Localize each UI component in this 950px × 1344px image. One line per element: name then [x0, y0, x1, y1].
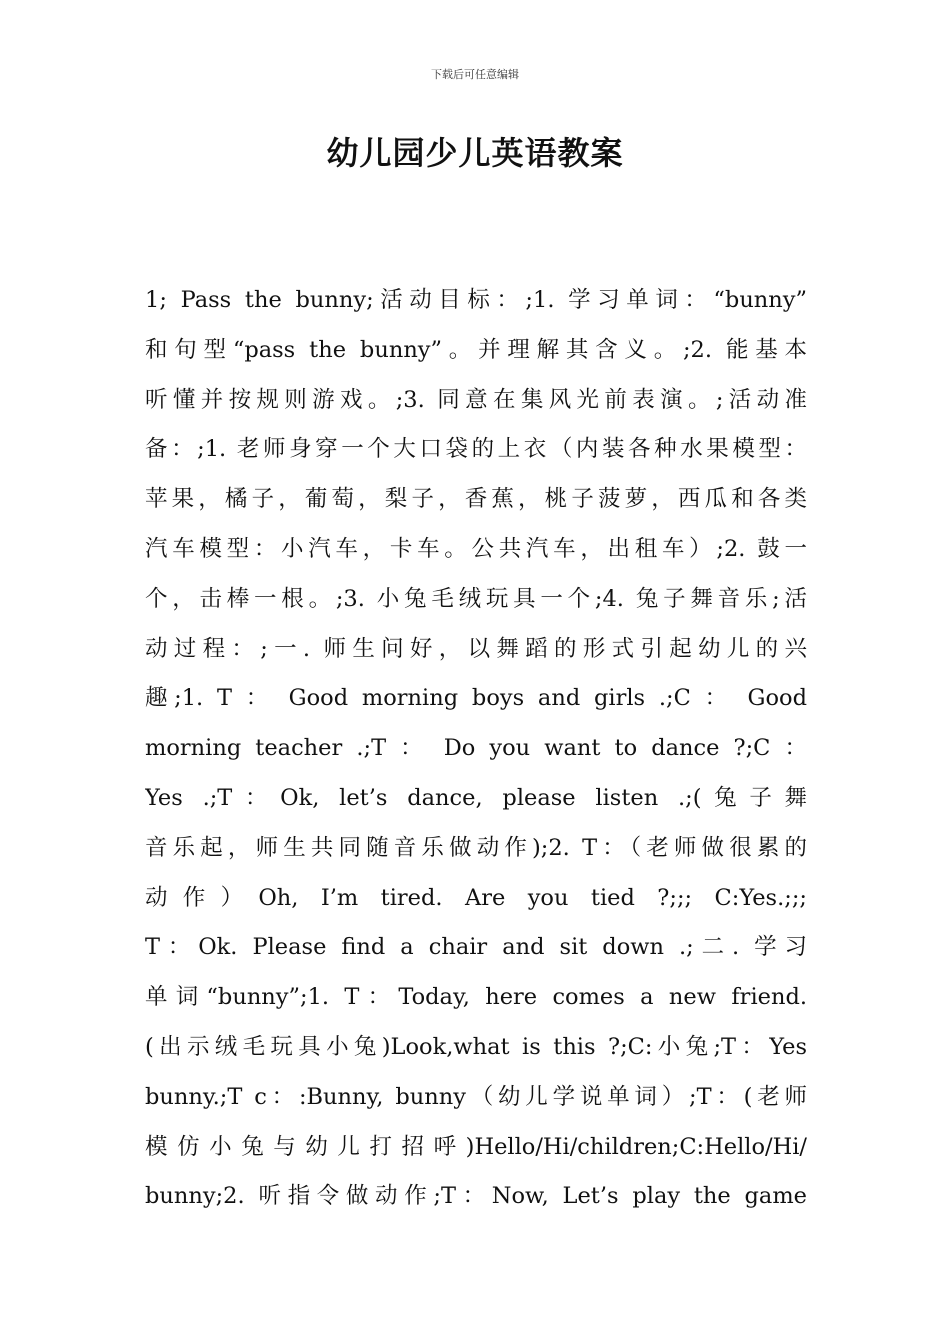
page-header-note: 下载后可任意编辑 — [431, 68, 519, 81]
body-line-6: 汽车模型：小汽车，卡车。公共汽车，出租车）;2. 鼓一 — [145, 535, 807, 562]
body-line-15: 单词“bunny”;1. T：Today, here comes a new friend. — [145, 984, 807, 1011]
body-line-8: 动过程：;一. 师生问好，以舞蹈的形式引起幼儿的兴 — [145, 635, 807, 662]
body-line-18: 模仿小兔与幼儿打招呼)Hello/Hi/children;C:Hello/Hi/ — [145, 1133, 807, 1160]
body-line-14: T：Ok. Please find a chair and sit down .;二. 学习 — [145, 934, 807, 961]
body-line-12: 音乐起，师生共同随音乐做动作);2. T：（老师做很累的 — [145, 834, 807, 861]
body-line-11: Yes .;T：Ok, let’s dance, please listen .;(兔子舞 — [145, 784, 807, 811]
body-line-1: 1; Pass the bunny;活动目标：;1. 学习单词：“bunny” — [145, 287, 807, 313]
document-title: 幼儿园少儿英语教案 — [326, 134, 624, 172]
body-line-9: 趣;1. T ： Good morning boys and girls .;C ： Good — [145, 685, 807, 712]
body-line-2: 和句型“pass the bunny”。并理解其含义。;2. 能基本 — [145, 336, 807, 363]
body-line-17: bunny.;T c：:Bunny, bunny（幼儿学说单词）;T：(老师 — [145, 1083, 807, 1110]
body-line-16: (出示绒毛玩具小兔)Look,what is this ?;C:小兔;T：Yes — [145, 1033, 807, 1060]
body-line-5: 苹果，橘子，葡萄，梨子，香蕉，桃子菠萝，西瓜和各类 — [145, 486, 807, 513]
document-body — [145, 276, 807, 1222]
body-line-3: 听懂并按规则游戏。;3. 同意在集风光前表演。;活动准 — [145, 386, 807, 413]
body-line-13: 动作）Oh, I’m tired. Are you tied ?;;; C:Yes.;;; — [145, 884, 807, 911]
body-line-10: morning teacher .;T ： Do you want to dance ?;C ： — [145, 735, 807, 762]
body-line-7: 个，击棒一根。;3. 小兔毛绒玩具一个;4. 兔子舞音乐;活 — [145, 585, 807, 612]
body-line-4: 备：;1. 老师身穿一个大口袋的上衣（内装各种水果模型： — [145, 436, 807, 463]
body-line-19: bunny;2. 听指令做动作;T：Now, Let’s play the game — [145, 1183, 807, 1210]
